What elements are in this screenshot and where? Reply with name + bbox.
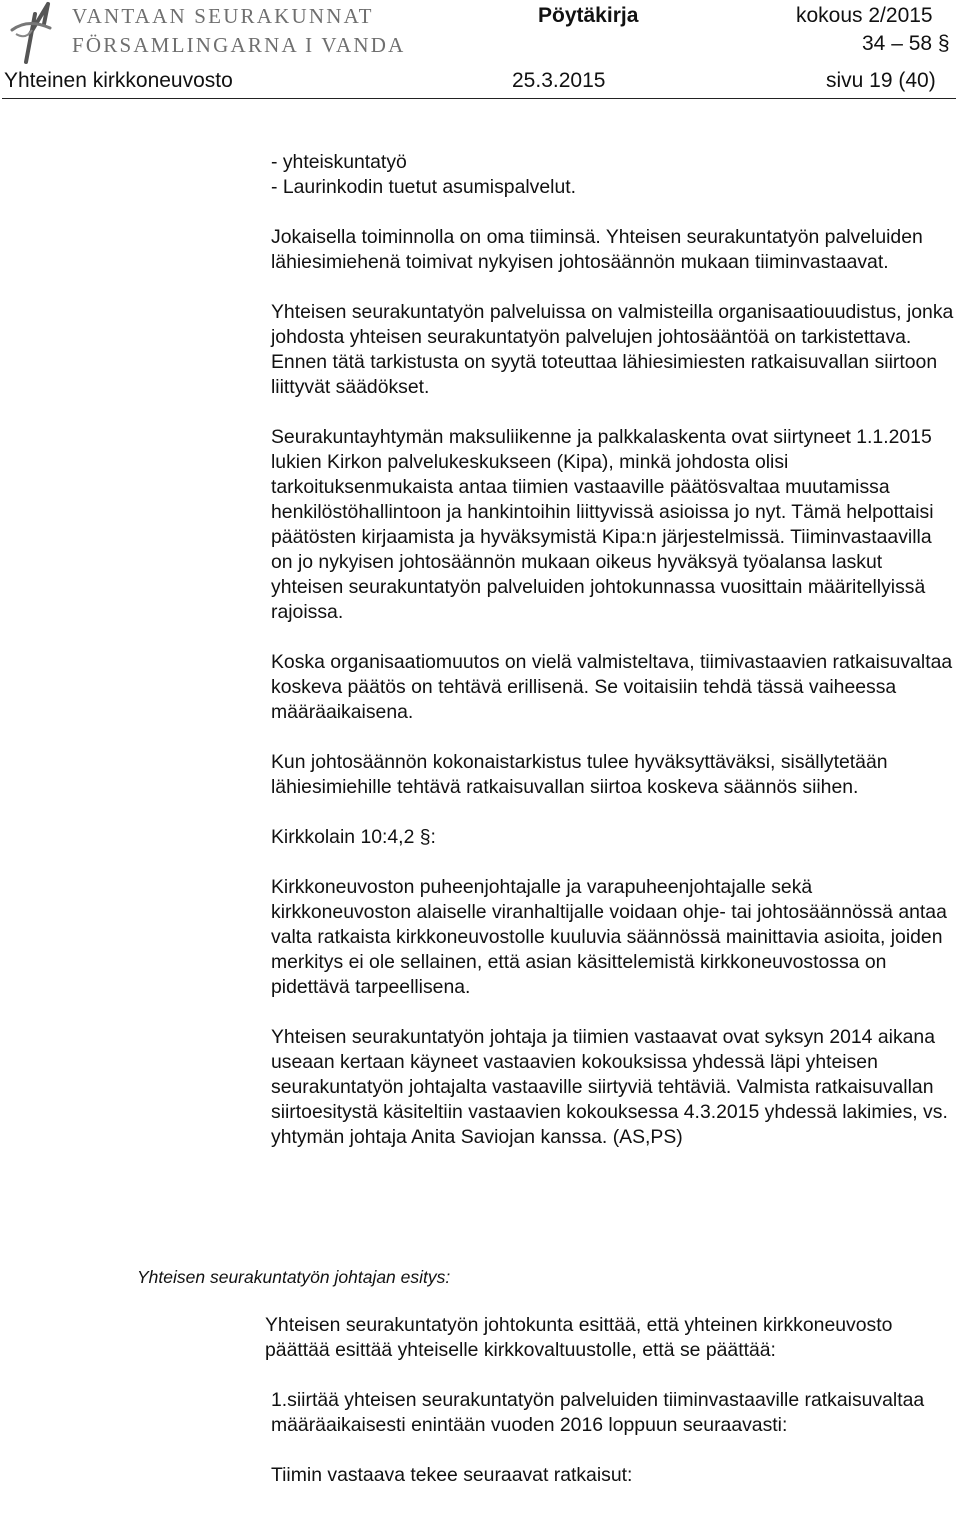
document-body — [271, 150, 955, 1150]
proposal-paragraph: Yhteisen seurakuntatyön johtokunta esittää, että yhteinen kirkkoneuvosto päättää esittää yhteiselle kirkkovaltuustolle, että se päättää: — [265, 1314, 893, 1361]
board-name: Yhteinen kirkkoneuvosto — [4, 69, 233, 92]
meeting-date: 25.3.2015 — [512, 69, 606, 92]
paragraph: Jokaisella toiminnolla on oma tiiminsä. Yhteisen seurakuntatyön palveluiden lähiesimiehenä toimivat nykyisen johtosäännön mukaan tiiminvastaavat. — [271, 226, 923, 273]
proposal-label: Yhteisen seurakuntatyön johtajan esitys: — [137, 1267, 451, 1287]
paragraph: Koska organisaatiomuutos on vielä valmisteltava, tiimivastaavien ratkaisuvaltaa koskeva päätös on tehtävä erillisenä. Se voitaisiin tehdä tässä vaiheessa määräaikaisena. — [271, 651, 953, 723]
page-number: sivu 19 (40) — [826, 69, 936, 92]
activity-list — [271, 150, 955, 200]
proposal-body — [265, 1313, 955, 1513]
list-item: - yhteiskuntatyö — [271, 151, 407, 173]
header-divider — [2, 98, 956, 99]
law-quote: Kirkkoneuvoston puheenjohtajalle ja varapuheenjohtajalle sekä kirkkoneuvoston alaiselle viranhaltijalle voidaan ohje- tai johtosäännössä antaa valta ratkaista kirkkoneuvostolle kuuluvia säännössä mainittavia asioita, joiden merkitys ei ole sellainen, että asian käsittelemistä kirkkoneuvostossa on pidettävä tarpeellisena. — [271, 876, 947, 998]
paragraph: Kun johtosäännön kokonaistarkistus tulee hyväksyttäväksi, sisällytetään lähiesimiehille tehtävä ratkaisuvallan siirtoa koskeva säännös siihen. — [271, 751, 888, 798]
list-item: - Laurinkodin tuetut asumispalvelut. — [271, 176, 577, 198]
proposal-paragraph: 1.siirtää yhteisen seurakuntatyön palveluiden tiiminvastaaville ratkaisuvaltaa määräaikaisesti enintään vuoden 2016 loppuun seuraavasti: — [271, 1389, 925, 1436]
organization-name-fi: VANTAAN SEURAKUNNAT — [72, 4, 374, 28]
paragraph: Seurakuntayhtymän maksuliikenne ja palkkalaskenta ovat siirtyneet 1.1.2015 lukien Kirkon palvelukeskukseen (Kipa), minkä johdosta olisi tarkoituksenmukaista antaa tiimien vastaaville päätösvaltaa muutamissa henkilöstöhallintoon ja hankintoihin liittyvissä asioissa jo nyt. Tämä helpottaisi päätösten kirjaamista ja hyväksymistä Kipa:n järjestelmissä. Tiiminvastaavilla on jo nykyisen johtosäännön mukaan oikeus hyväksyä työalansa laskut yhteisen seurakuntatyön palveluiden johtokunnassa vuosittain määritellyissä rajoissa. — [271, 426, 934, 623]
proposal-paragraph: Tiimin vastaava tekee seuraavat ratkaisut: — [271, 1464, 633, 1486]
page-header — [0, 0, 960, 104]
meeting-number: kokous 2/2015 — [796, 4, 933, 27]
law-reference: Kirkkolain 10:4,2 §: — [271, 826, 436, 848]
church-cross-logo — [4, 0, 66, 66]
section-numbers: 34 – 58 § — [862, 32, 950, 55]
document-type: Pöytäkirja — [538, 4, 639, 27]
organization-name-sv: FÖRSAMLINGARNA I VANDA — [72, 33, 406, 57]
paragraph: Yhteisen seurakuntatyön palveluissa on valmisteilla organisaatiouudistus, jonka johdosta yhteisen seurakuntatyön palvelujen johtosääntöä on tarkistettava. Ennen tätä tarkistusta on syytä toteuttaa lähiesimiesten ratkaisuvallan siirtoon liittyvät säädökset. — [271, 301, 954, 398]
paragraph: Yhteisen seurakuntatyön johtaja ja tiimien vastaavat ovat syksyn 2014 aikana useaan kertaan käyneet vastaavien kokouksissa yhdessä läpi yhteisen seurakuntatyön johtajalta vastaaville siirtyviä tehtäviä. Valmista ratkaisuvallan siirtoesitystä käsiteltiin vastaavien kokouksessa 4.3.2015 yhdessä lakimies, vs. yhtymän johtaja Anita Saviojan kanssa. (AS,PS) — [271, 1026, 948, 1148]
